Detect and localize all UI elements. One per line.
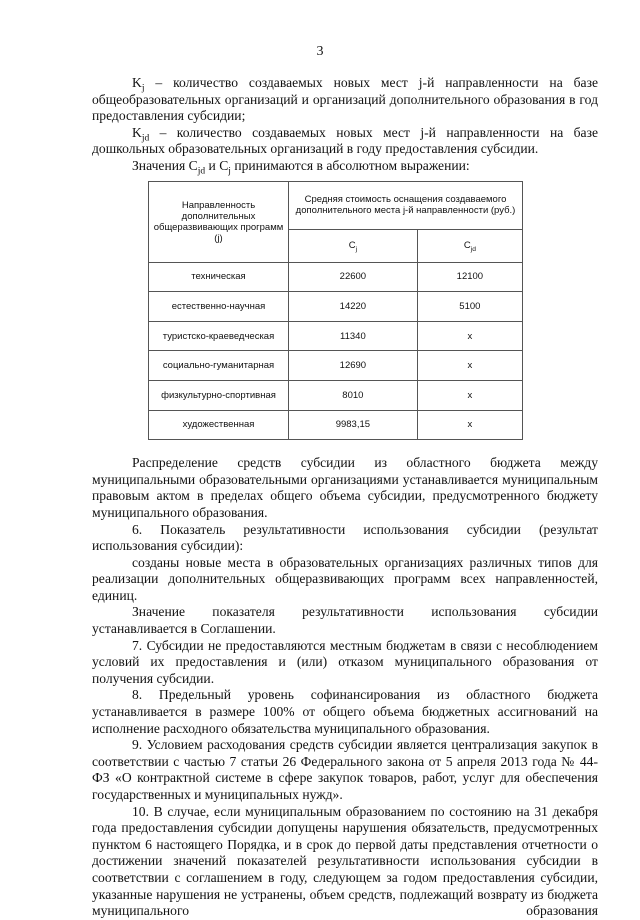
cell-cj: 14220: [289, 292, 418, 322]
paragraph-8-cofinancing: 8. Предельный уровень софинансирования из областного бюджета устанавливается в размере 100% от общего объема бюджетных ассигнований на исполнение расходного обязательства муниципального образования.: [92, 687, 598, 736]
cell-cj: 8010: [289, 380, 418, 410]
definition-kjd: $K_{jd}$ – количество создаваемых новых мест j-й направленности на базе дошкольных образовательных организаций в году предоставления субсидии.: [92, 124, 598, 157]
paragraph-indicator-value: Значение показателя результативности использования субсидии устанавливается в Соглашении.: [92, 604, 598, 637]
cell-direction: художественная: [149, 410, 289, 440]
cell-cj: 11340: [289, 321, 418, 351]
cell-direction: социально-гуманитарная: [149, 351, 289, 381]
cost-table-wrapper: [148, 181, 523, 441]
paragraph-9-procurement: 9. Условием расходования средств субсидии является централизация закупок в соответствии с частью 7 статьи 26 Федерального закона от 5 апреля 2013 года № 44-ФЗ «О контрактной системе в сфере закупок товаров, работ, услуг для обеспечения государственных и муниципальных нужд».: [92, 737, 598, 802]
cell-cj: 12690: [289, 351, 418, 381]
cell-cjd: x: [417, 321, 522, 351]
values-note: Значения $C_{jd}$ и $C_j$ принимаются в абсолютном выражении:: [132, 157, 470, 177]
cell-cjd: x: [417, 380, 522, 410]
cell-direction: естественно-научная: [149, 292, 289, 322]
cell-cjd: x: [417, 351, 522, 381]
paragraph-10-violations: 10. В случае, если муниципальным образованием по состоянию на 31 декабря года предоставления субсидии допущены нарушения обязательств, предусмотренных пунктом 6 настоящего Порядка, и в срок до первой даты представления отчетности о достижении значений показателей результативности использования субсидии в соответствии с соглашением в году, следующем за годом предоставления субсидии, указанные нарушения не устранены, объем средств, подлежащий возврату из бюджета муниципального образования: [92, 803, 598, 919]
cell-cjd: 5100: [417, 292, 522, 322]
header-direction: Направленность дополнительных общеразвивающих программ (j): [149, 181, 289, 262]
cell-cj: 22600: [289, 262, 418, 292]
header-average-cost: Средняя стоимость оснащения создаваемого дополнительного места j-й направленности (руб.): [289, 181, 523, 229]
cell-direction: туристско-краеведческая: [149, 321, 289, 351]
table-row: [149, 262, 523, 292]
cell-cj: 9983,15: [289, 410, 418, 440]
cell-cjd: x: [417, 410, 522, 440]
document-body: [92, 75, 598, 920]
table-row: [149, 321, 523, 351]
paragraph-new-places: созданы новые места в образовательных организациях различных типов для реализации дополнительных общеразвивающих программ всех направленностей, единиц.: [92, 554, 598, 603]
definition-kj: $K_j$ – количество создаваемых новых мест j-й направленности на базе общеобразовательных организаций и организаций дополнительного образования в год предоставления субсидии;: [92, 75, 598, 124]
header-cjd: $C_{jd}$: [417, 229, 522, 262]
table-row: [149, 292, 523, 322]
paragraph-7-subsidies: 7. Субсидии не предоставляются местным бюджетам в связи с несоблюдением условий их предоставления и (или) отказом муниципального образования от получения субсидии.: [92, 637, 598, 686]
page-number: 3: [316, 44, 324, 59]
cost-table: [148, 181, 523, 441]
paragraph-6-indicator: 6. Показатель результативности использования субсидии (результат использования субсидии):: [92, 521, 598, 554]
cell-direction: физкультурно-спортивная: [149, 380, 289, 410]
paragraph-distribution: Распределение средств субсидии из областного бюджета между муниципальными образовательными организациями устанавливается муниципальным правовым актом в пределах общего объема субсидии, предусмотренного бюджету муниципального образования.: [92, 455, 598, 520]
table-row: [149, 380, 523, 410]
table-row: [149, 410, 523, 440]
table-row: [149, 351, 523, 381]
cell-direction: техническая: [149, 262, 289, 292]
header-cj: $C_j$: [289, 229, 418, 262]
cell-cjd: 12100: [417, 262, 522, 292]
